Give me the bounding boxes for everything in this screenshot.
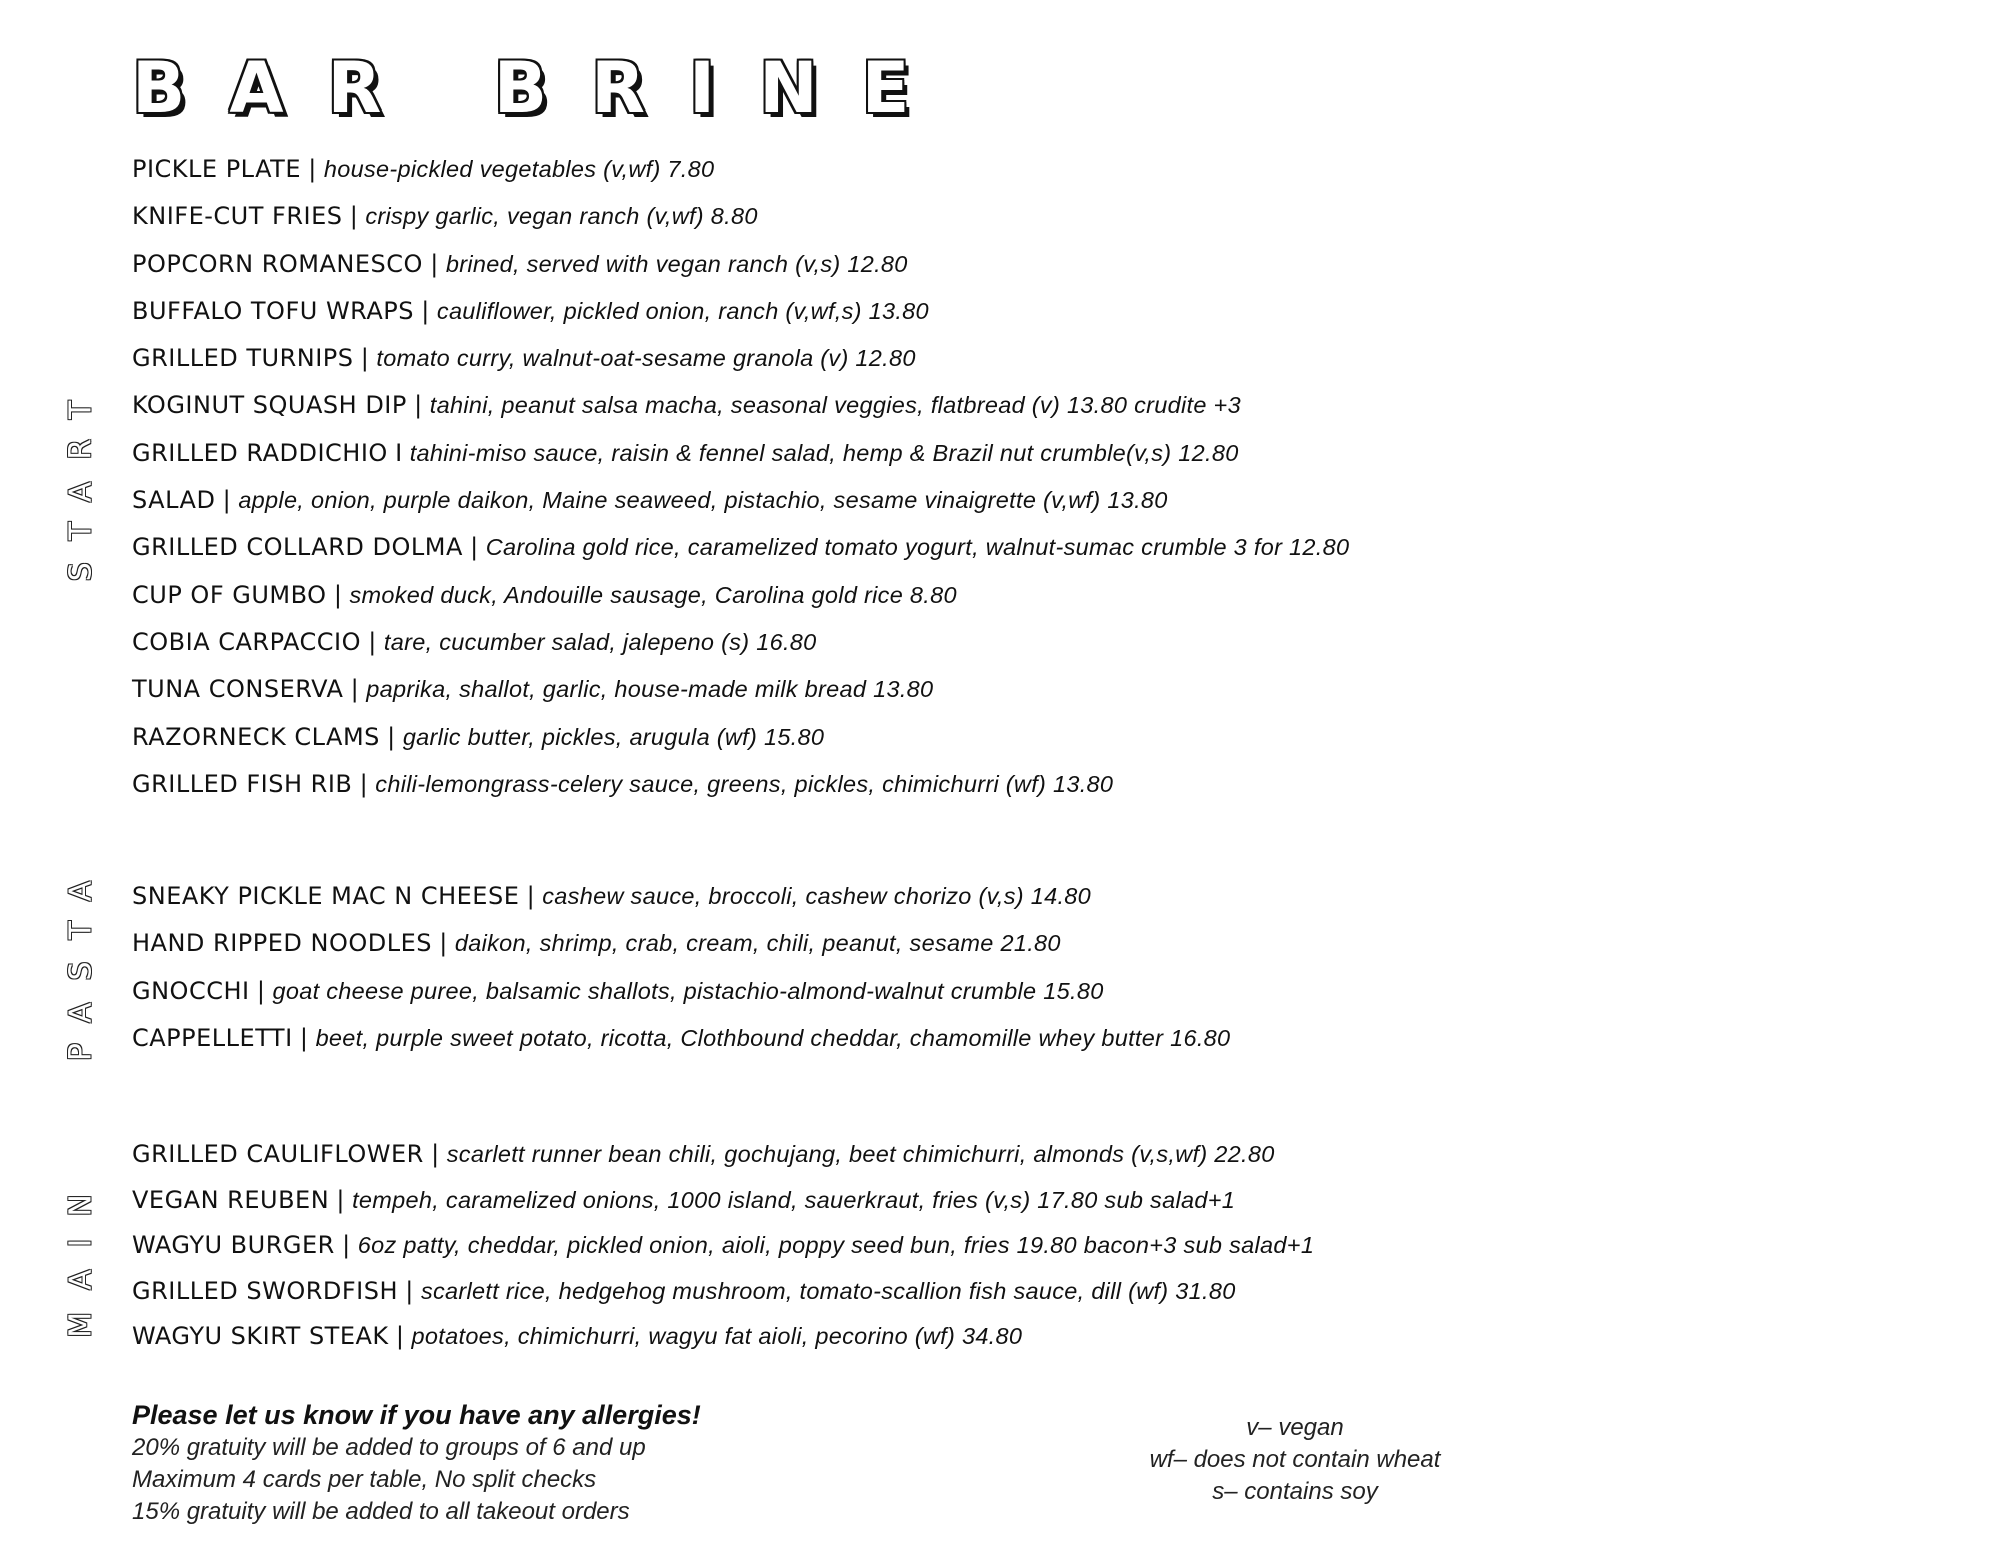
- menu-item: [132, 714, 1349, 761]
- item-name: POPCORN ROMANESCO: [132, 249, 423, 278]
- legend-wheat: wf– does not contain wheat: [1149, 1446, 1441, 1473]
- item-name: CUP OF GUMBO: [132, 580, 327, 609]
- menu-item: [132, 1269, 1314, 1315]
- card-policy-note: Maximum 4 cards per table, No split checks: [132, 1466, 597, 1493]
- item-description: garlic butter, pickles, arugula (wf) 15.80: [402, 723, 825, 750]
- main-menu-list: [132, 1132, 1314, 1360]
- menu-item: [132, 920, 1230, 967]
- menu-item: [132, 1314, 1314, 1360]
- item-separator: |: [360, 344, 370, 373]
- pasta-menu-list: [132, 873, 1230, 1062]
- item-description: chili-lemongrass-celery sauce, greens, pickles, chimichurri (wf) 13.80: [375, 770, 1114, 797]
- item-name: GRILLED RADDICHIO: [132, 438, 388, 467]
- item-separator: |: [395, 1322, 405, 1350]
- item-description: paprika, shallot, garlic, house-made milk bread 13.80: [366, 676, 934, 703]
- menu-item: [132, 146, 1349, 193]
- item-name: BUFFALO TOFU WRAPS: [132, 296, 414, 325]
- item-separator: |: [405, 1276, 414, 1305]
- item-separator: |: [368, 627, 377, 656]
- item-description: smoked duck, Andouille sausage, Carolina gold rice 8.80: [349, 581, 957, 608]
- section-label-pasta: PASTA: [63, 858, 99, 1062]
- item-name: WAGYU SKIRT STEAK: [132, 1322, 389, 1350]
- item-description: house-pickled vegetables (v,wf) 7.80: [323, 156, 715, 182]
- item-name: COBIA CARPACCIO: [132, 627, 362, 656]
- item-name: GRILLED CAULIFLOWER: [132, 1140, 424, 1168]
- menu-item: [132, 666, 1349, 713]
- item-description: apple, onion, purple daikon, Maine seaweed, pistachio, sesame vinaigrette (v,wf) 13.80: [238, 487, 1168, 514]
- menu-item: [132, 968, 1230, 1015]
- section-label-start: START: [63, 378, 99, 582]
- footer-notes: [132, 1398, 701, 1528]
- item-separator: |: [308, 155, 317, 183]
- item-description: goat cheese puree, balsamic shallots, pistachio-almond-walnut crumble 15.80: [272, 977, 1104, 1004]
- start-menu-list: [132, 146, 1349, 808]
- section-label-main: MAIN: [63, 1172, 99, 1338]
- item-name: SNEAKY PICKLE MAC N CHEESE: [132, 882, 520, 910]
- item-separator: |: [350, 675, 360, 704]
- menu-item: [132, 193, 1349, 240]
- item-description: tomato curry, walnut-oat-sesame granola (v) 12.80: [376, 345, 916, 372]
- restaurant-title: BAR BRINE: [132, 47, 954, 129]
- item-name: GNOCCHI: [132, 976, 250, 1005]
- legend-vegan: v– vegan: [1246, 1414, 1344, 1441]
- item-name: KOGINUT SQUASH DIP: [132, 391, 407, 420]
- item-separator: |: [430, 249, 439, 278]
- item-description: tahini, peanut salsa macha, seasonal veggies, flatbread (v) 13.80 crudite +3: [429, 392, 1241, 419]
- item-separator: |: [387, 722, 396, 751]
- menu-item: [132, 382, 1349, 429]
- item-name: RAZORNECK CLAMS: [132, 722, 380, 751]
- item-name: GRILLED SWORDFISH: [132, 1276, 399, 1305]
- gratuity-note: 20% gratuity will be added to groups of 6 and up: [132, 1434, 646, 1461]
- allergy-notice: Please let us know if you have any allergies!: [132, 1400, 701, 1430]
- item-name: VEGAN REUBEN: [132, 1185, 330, 1214]
- item-separator: |: [526, 882, 535, 910]
- item-description: potatoes, chimichurri, wagyu fat aioli, pecorino (wf) 34.80: [411, 1323, 1023, 1349]
- menu-item: [132, 619, 1349, 666]
- item-name: SALAD: [132, 486, 216, 515]
- menu-item: [132, 430, 1349, 477]
- menu-item: [132, 1178, 1314, 1224]
- item-separator: |: [342, 1231, 351, 1259]
- menu-item: [132, 524, 1349, 571]
- item-name: WAGYU BURGER: [132, 1231, 335, 1259]
- item-separator: |: [470, 533, 479, 562]
- item-name: GRILLED TURNIPS: [132, 344, 354, 373]
- dietary-legend: [1085, 1412, 1505, 1508]
- item-description: brined, served with vegan ranch (v,s) 12.80: [445, 250, 908, 277]
- item-separator: I: [395, 438, 403, 467]
- menu-item: [132, 1223, 1314, 1269]
- menu-item: [132, 761, 1349, 808]
- item-name: TUNA CONSERVA: [132, 675, 344, 704]
- item-description: cashew sauce, broccoli, cashew chorizo (v,s) 14.80: [542, 883, 1092, 909]
- item-separator: |: [359, 769, 369, 798]
- item-name: PICKLE PLATE: [132, 155, 301, 183]
- item-description: tare, cucumber salad, jalepeno (s) 16.80: [383, 628, 817, 655]
- item-separator: |: [349, 202, 359, 231]
- item-separator: |: [421, 296, 430, 325]
- menu-item: [132, 1015, 1230, 1062]
- item-description: crispy garlic, vegan ranch (v,wf) 8.80: [365, 203, 758, 230]
- item-separator: |: [439, 929, 448, 958]
- menu-item: [132, 335, 1349, 382]
- item-description: cauliflower, pickled onion, ranch (v,wf,s) 13.80: [436, 297, 929, 324]
- menu-item: [132, 1132, 1314, 1178]
- item-description: tahini-miso sauce, raisin & fennel salad, hemp & Brazil nut crumble(v,s) 12.80: [409, 439, 1239, 466]
- menu-item: [132, 241, 1349, 288]
- item-separator: |: [256, 976, 266, 1005]
- item-name: HAND RIPPED NOODLES: [132, 929, 432, 958]
- item-name: KNIFE-CUT FRIES: [132, 202, 343, 231]
- item-separator: |: [414, 391, 423, 420]
- item-name: GRILLED COLLARD DOLMA: [132, 533, 463, 562]
- item-separator: |: [299, 1023, 309, 1052]
- item-description: daikon, shrimp, crab, cream, chili, peanut, sesame 21.80: [454, 930, 1061, 957]
- menu-item: [132, 288, 1349, 335]
- item-name: GRILLED FISH RIB: [132, 769, 353, 798]
- menu-item: [132, 477, 1349, 524]
- item-description: 6oz patty, cheddar, pickled onion, aioli, poppy seed bun, fries 19.80 bacon+3 sub salad+1: [357, 1232, 1315, 1258]
- item-separator: |: [222, 486, 232, 515]
- item-description: tempeh, caramelized onions, 1000 island, sauerkraut, fries (v,s) 17.80 sub salad+1: [352, 1186, 1236, 1213]
- item-separator: |: [333, 580, 343, 609]
- item-description: Carolina gold rice, caramelized tomato yogurt, walnut-sumac crumble 3 for 12.80: [485, 534, 1350, 561]
- item-description: beet, purple sweet potato, ricotta, Clothbound cheddar, chamomille whey butter 16.80: [315, 1024, 1231, 1051]
- legend-soy: s– contains soy: [1212, 1478, 1378, 1505]
- item-description: scarlett rice, hedgehog mushroom, tomato-scallion fish sauce, dill (wf) 31.80: [420, 1277, 1236, 1304]
- menu-item: [132, 572, 1349, 619]
- menu-item: [132, 873, 1230, 920]
- takeout-note: 15% gratuity will be added to all takeout orders: [132, 1498, 630, 1525]
- item-description: scarlett runner bean chili, gochujang, beet chimichurri, almonds (v,s,wf) 22.80: [446, 1141, 1275, 1167]
- item-separator: |: [431, 1140, 440, 1168]
- item-name: CAPPELLETTI: [132, 1023, 293, 1052]
- item-separator: |: [336, 1185, 345, 1214]
